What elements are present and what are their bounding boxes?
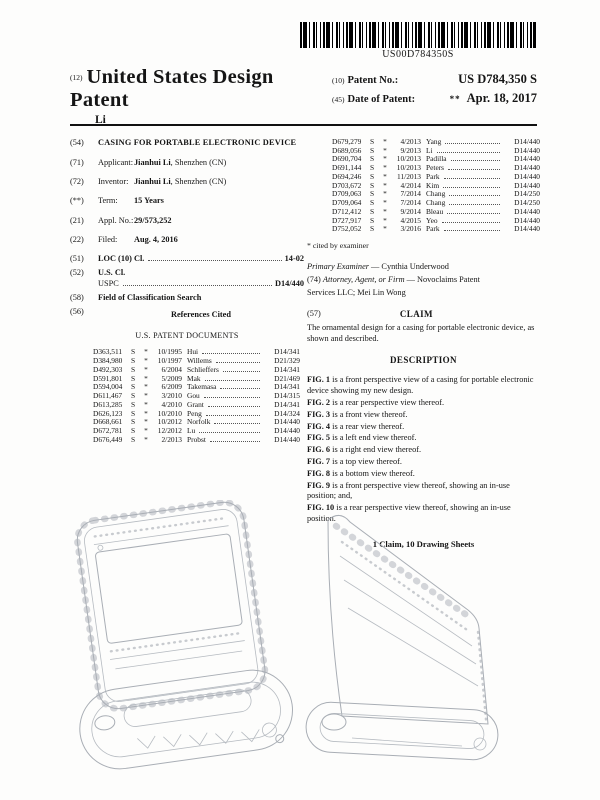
- ref-number: D591,801: [93, 373, 123, 383]
- ref-class: D14/324: [274, 408, 300, 418]
- ref-class: D14/440: [514, 224, 540, 234]
- invention-title: CASING FOR PORTABLE ELECTRONIC DEVICE: [98, 138, 297, 147]
- ref-name: Probst: [187, 434, 206, 444]
- field-search-label: Field of Classification Search: [98, 292, 202, 302]
- ref-date: 6/2004: [161, 364, 182, 374]
- figure-description-line: FIG. 3 is a front view thereof.: [307, 409, 408, 419]
- ref-kind: S: [131, 356, 136, 366]
- ref-date: 7/2014: [400, 189, 421, 199]
- ref-kind: S: [370, 163, 375, 173]
- ref-name: Schlieffers: [187, 364, 219, 374]
- barcode-bars: [300, 22, 536, 48]
- bib-row: [70, 196, 304, 207]
- ref-number: D703,672: [332, 180, 362, 190]
- ref-date: 10/2013: [396, 154, 421, 164]
- dotted-leader: [148, 260, 281, 261]
- claims-sheets-note: 1 Claim, 10 Drawing Sheets: [372, 538, 475, 549]
- ref-name: Kim: [426, 180, 440, 190]
- ref-name: Norfolk: [187, 417, 211, 427]
- ref-star: *: [383, 163, 387, 173]
- ref-star: *: [144, 364, 148, 374]
- ref-number: D694,246: [332, 171, 362, 181]
- dotted-leader: [447, 213, 500, 214]
- ref-star: *: [383, 189, 387, 199]
- figure-description-line: FIG. 8 is a bottom view thereof.: [307, 468, 415, 478]
- patent-date-row: [332, 91, 537, 106]
- ref-date: 2/2013: [161, 434, 182, 444]
- ref-kind: S: [370, 180, 375, 190]
- primary-examiner-line: [307, 262, 540, 273]
- ref-date: 12/2012: [157, 426, 182, 436]
- loc-class-section: [70, 254, 304, 265]
- ref-name: Gou: [187, 391, 200, 401]
- claim-text: The ornamental design for a casing for portable electronic device, as shown and described.: [307, 323, 535, 344]
- ref-class: D14/440: [514, 206, 540, 216]
- ref-kind: S: [131, 373, 136, 383]
- date-code: (45): [332, 95, 345, 104]
- ref-star: *: [383, 215, 387, 225]
- ref-kind: S: [370, 154, 375, 164]
- references-section: [70, 307, 304, 329]
- ref-name: Yeo: [426, 215, 438, 225]
- ref-star: *: [383, 206, 387, 216]
- figure-description-line: FIG. 4 is a rear view thereof.: [307, 421, 405, 431]
- patent-no-label: Patent No.:: [347, 75, 399, 86]
- references-heading: References Cited: [171, 310, 231, 320]
- ref-name: Bleau: [426, 206, 444, 216]
- bib-label: Filed:: [98, 234, 118, 244]
- ref-class: D14/341: [274, 399, 300, 409]
- ref-class: D14/440: [274, 426, 300, 436]
- inventor-surname: Li: [95, 114, 106, 126]
- patent-no-value: US D784,350 S: [458, 72, 537, 86]
- reference-row: [332, 225, 540, 234]
- ref-kind: S: [370, 224, 375, 234]
- date-label: Date of Patent:: [347, 94, 416, 105]
- ref-number: D727,917: [332, 215, 362, 225]
- loc-label: LOC (10) Cl.: [98, 254, 145, 264]
- dotted-leader: [437, 152, 500, 153]
- figure-description-line: FIG. 2 is a rear perspective view thereof.: [307, 398, 445, 408]
- bib-num: (21): [70, 215, 84, 225]
- kind-code: (12): [70, 73, 83, 82]
- ref-kind: S: [370, 215, 375, 225]
- dotted-leader: [449, 195, 500, 196]
- figure-description-line: FIG. 9 is a front perspective view thereof, showing an in-use position; and,: [307, 480, 510, 501]
- primary-examiner-label: Primary Examiner: [307, 262, 369, 272]
- reference-table-right: [332, 138, 540, 234]
- field-of-search-section: [70, 293, 304, 304]
- ref-star: *: [383, 198, 387, 208]
- ref-number: D676,449: [93, 434, 123, 444]
- date-text: Apr. 18, 2017: [466, 91, 537, 105]
- ref-date: 5/2009: [161, 373, 182, 383]
- bib-value: 15 Years: [134, 196, 164, 206]
- cited-stars: **: [449, 94, 461, 104]
- ref-date: 10/1997: [157, 356, 182, 366]
- dotted-leader: [210, 441, 260, 442]
- dotted-leader: [223, 371, 260, 372]
- ref-name: Chang: [426, 198, 446, 208]
- dotted-leader: [444, 178, 500, 179]
- ref-kind: S: [370, 189, 375, 199]
- ref-star: *: [144, 373, 148, 383]
- bib-row: [70, 158, 304, 169]
- ref-class: D14/341: [274, 347, 300, 357]
- loc-value: 14-02: [284, 254, 304, 264]
- bib-num: (**): [70, 196, 84, 206]
- bib-label: Term:: [98, 196, 118, 206]
- date-value: [450, 91, 537, 106]
- ref-kind: S: [131, 364, 136, 374]
- ref-name: Lu: [187, 426, 196, 436]
- reference-row: [93, 418, 300, 427]
- ref-kind: S: [370, 206, 375, 216]
- ref-number: D611,467: [93, 391, 123, 401]
- section-number: (51): [70, 254, 84, 264]
- ref-kind: S: [370, 198, 375, 208]
- dotted-leader: [444, 230, 500, 231]
- ref-kind: S: [131, 417, 136, 427]
- ref-number: D492,303: [93, 364, 123, 374]
- uspc-label: USPC: [98, 278, 119, 288]
- ref-class: D21/329: [274, 356, 300, 366]
- dotted-leader: [445, 143, 500, 144]
- ref-class: D14/440: [514, 180, 540, 190]
- ref-star: *: [144, 356, 148, 366]
- ref-number: D672,781: [93, 426, 123, 436]
- reference-row: [332, 138, 540, 147]
- ref-star: *: [144, 391, 148, 401]
- dotted-leader: [205, 380, 260, 381]
- bib-row: [70, 235, 304, 246]
- dotted-leader: [443, 187, 500, 188]
- attorney-label: Attorney, Agent, or Firm: [322, 274, 405, 284]
- ref-kind: S: [131, 408, 136, 418]
- header-patent-info: [332, 66, 537, 126]
- section-number: (58): [70, 292, 84, 302]
- ref-name: Park: [426, 224, 440, 234]
- ref-star: *: [383, 137, 387, 146]
- bib-row: [70, 177, 304, 188]
- ref-name: Li: [426, 145, 433, 155]
- ref-name: Grant: [187, 399, 204, 409]
- ref-class: D21/469: [274, 373, 300, 383]
- dotted-leader: [214, 423, 260, 424]
- ref-kind: S: [131, 382, 136, 392]
- header-title-block: [70, 66, 332, 126]
- ref-kind: S: [370, 145, 375, 155]
- ref-star: *: [383, 145, 387, 155]
- patent-no-code: (10): [332, 76, 345, 85]
- ref-class: D14/341: [274, 382, 300, 392]
- ref-number: D594,004: [93, 382, 123, 392]
- ref-date: 7/2014: [400, 198, 421, 208]
- ref-star: *: [144, 382, 148, 392]
- ref-name: Mak: [187, 373, 201, 383]
- ref-kind: S: [131, 434, 136, 444]
- claim-num: (57): [307, 308, 321, 318]
- figure-description-line: FIG. 10 is a rear perspective view thereof, showing an in-use position.: [307, 503, 511, 523]
- ref-name: Padilla: [426, 154, 447, 164]
- ref-date: 11/2013: [397, 171, 421, 181]
- ref-name: Peters: [426, 163, 445, 173]
- bib-label: Applicant:: [98, 157, 134, 167]
- ref-name: Peng: [187, 408, 202, 418]
- ref-number: D363,511: [93, 347, 123, 357]
- ref-date: 10/2013: [396, 163, 421, 173]
- bib-value: Aug. 4, 2016: [134, 234, 178, 244]
- ref-class: D14/440: [274, 417, 300, 427]
- bibliographic-fields: [70, 158, 304, 246]
- ref-date: 3/2016: [400, 224, 421, 234]
- ref-class: D14/440: [514, 145, 540, 155]
- ref-date: 9/2013: [400, 145, 421, 155]
- ref-kind: S: [370, 171, 375, 181]
- ref-class: D14/250: [514, 189, 540, 199]
- ref-number: D690,704: [332, 154, 362, 164]
- attorney-value-line2: Services LLC; Mei Lin Wong: [307, 287, 406, 297]
- reference-row: [93, 436, 300, 445]
- ref-number: D712,412: [332, 206, 362, 216]
- ref-class: D14/250: [514, 198, 540, 208]
- claim-heading-row: [307, 309, 540, 321]
- ref-date: 9/2014: [400, 206, 421, 216]
- bib-num: (71): [70, 157, 84, 167]
- ref-class: D14/440: [274, 434, 300, 444]
- dotted-leader: [208, 406, 260, 407]
- ref-number: D679,279: [332, 137, 362, 146]
- section-number: (52): [70, 267, 84, 277]
- invention-title-section: [70, 138, 304, 149]
- header-rule: [70, 124, 537, 126]
- ref-star: *: [144, 347, 148, 357]
- ref-date: 4/2013: [400, 137, 421, 146]
- ref-star: *: [144, 399, 148, 409]
- ref-name: Takemasa: [187, 382, 217, 392]
- ref-date: 10/2012: [157, 417, 182, 427]
- ref-date: 6/2009: [161, 382, 182, 392]
- ref-star: *: [144, 434, 148, 444]
- left-column: [70, 138, 304, 445]
- ref-number: D709,063: [332, 189, 362, 199]
- ref-name: Yang: [426, 137, 442, 146]
- ref-class: D14/440: [514, 163, 540, 173]
- ref-date: 4/2010: [161, 399, 182, 409]
- ref-name: Park: [426, 171, 440, 181]
- ref-kind: S: [370, 137, 375, 146]
- dotted-leader: [199, 432, 260, 433]
- dotted-leader: [451, 160, 500, 161]
- ref-number: D691,144: [332, 163, 362, 173]
- ref-number: D668,661: [93, 417, 123, 427]
- document-title: United States Design Patent: [70, 66, 274, 111]
- ref-class: D14/440: [514, 171, 540, 181]
- section-number: (56): [70, 307, 84, 317]
- header: [70, 66, 537, 126]
- bib-label: Appl. No.:: [98, 215, 134, 225]
- ref-star: *: [144, 417, 148, 427]
- ref-name: Hui: [187, 347, 199, 357]
- attorney-value: — Novoclaims Patent: [404, 274, 480, 284]
- patent-number-row: [332, 72, 537, 87]
- dotted-leader: [123, 285, 272, 286]
- bib-value: 29/573,252: [134, 215, 172, 225]
- barcode-text: US00D784350S: [382, 49, 454, 60]
- ref-number: D384,980: [93, 356, 123, 366]
- dotted-leader: [204, 397, 260, 398]
- bib-num: (22): [70, 234, 84, 244]
- ref-class: D14/440: [514, 154, 540, 164]
- dotted-leader: [448, 169, 500, 170]
- figure-description-line: FIG. 6 is a right end view thereof.: [307, 445, 422, 455]
- ref-number: D626,123: [93, 408, 123, 418]
- ref-name: Chang: [426, 189, 446, 199]
- ref-date: 4/2014: [400, 180, 421, 190]
- dotted-leader: [220, 388, 260, 389]
- ref-date: 10/1995: [157, 347, 182, 357]
- claim-heading: CLAIM: [399, 308, 433, 319]
- bib-row: [70, 216, 304, 227]
- ref-number: D709,064: [332, 198, 362, 208]
- us-class-section: [70, 268, 304, 290]
- ref-star: *: [383, 154, 387, 164]
- ref-name: Willems: [187, 356, 212, 366]
- bib-value: Jianhui Li, Shenzhen (CN): [134, 157, 227, 167]
- figure-description-line: FIG. 5 is a left end view thereof.: [307, 433, 417, 443]
- ref-class: D14/440: [514, 215, 540, 225]
- ref-number: D752,052: [332, 224, 362, 234]
- patent-documents-heading: U.S. PATENT DOCUMENTS: [135, 331, 239, 341]
- ref-class: D14/315: [274, 391, 300, 401]
- ref-class: D14/440: [514, 137, 540, 146]
- drawing-rear-perspective: [292, 500, 552, 795]
- barcode: [300, 22, 536, 60]
- ref-class: D14/341: [274, 364, 300, 374]
- ref-number: D689,056: [332, 145, 362, 155]
- dotted-leader: [449, 204, 500, 205]
- bib-label: Inventor:: [98, 177, 129, 187]
- right-column: [307, 138, 540, 550]
- cited-by-examiner-note: * cited by examiner: [307, 241, 369, 251]
- ref-star: *: [383, 180, 387, 190]
- ref-number: D613,285: [93, 399, 123, 409]
- uscl-label: U.S. Cl.: [98, 267, 126, 277]
- section-number: (54): [70, 138, 84, 147]
- ref-kind: S: [131, 391, 136, 401]
- ref-date: 10/2010: [157, 408, 182, 418]
- ref-kind: S: [131, 426, 136, 436]
- ref-date: 3/2010: [161, 391, 182, 401]
- primary-examiner-value: — Cynthia Underwood: [368, 262, 449, 272]
- dotted-leader: [202, 353, 260, 354]
- ref-star: *: [144, 426, 148, 436]
- reference-table-left: [93, 348, 300, 444]
- ref-star: *: [144, 408, 148, 418]
- ref-star: *: [383, 171, 387, 181]
- ref-kind: S: [131, 399, 136, 409]
- drawing-front-perspective: [52, 500, 302, 795]
- uspc-value: D14/440: [274, 278, 304, 288]
- figure-description-line: FIG. 7 is a top view thereof.: [307, 456, 402, 466]
- dotted-leader: [206, 415, 260, 416]
- dotted-leader: [442, 222, 500, 223]
- attorney-line: [307, 275, 540, 286]
- description-heading: DESCRIPTION: [390, 354, 457, 365]
- dotted-leader: [216, 362, 260, 363]
- bib-num: (72): [70, 177, 84, 187]
- ref-kind: S: [131, 347, 136, 357]
- figure-description-line: FIG. 1 is a front perspective view of a casing for portable electronic device showing my new design.: [307, 375, 534, 396]
- bib-value: Jianhui Li, Shenzhen (CN): [134, 177, 227, 187]
- ref-star: *: [383, 224, 387, 234]
- ref-date: 4/2015: [400, 215, 421, 225]
- attorney-num: (74): [307, 274, 321, 284]
